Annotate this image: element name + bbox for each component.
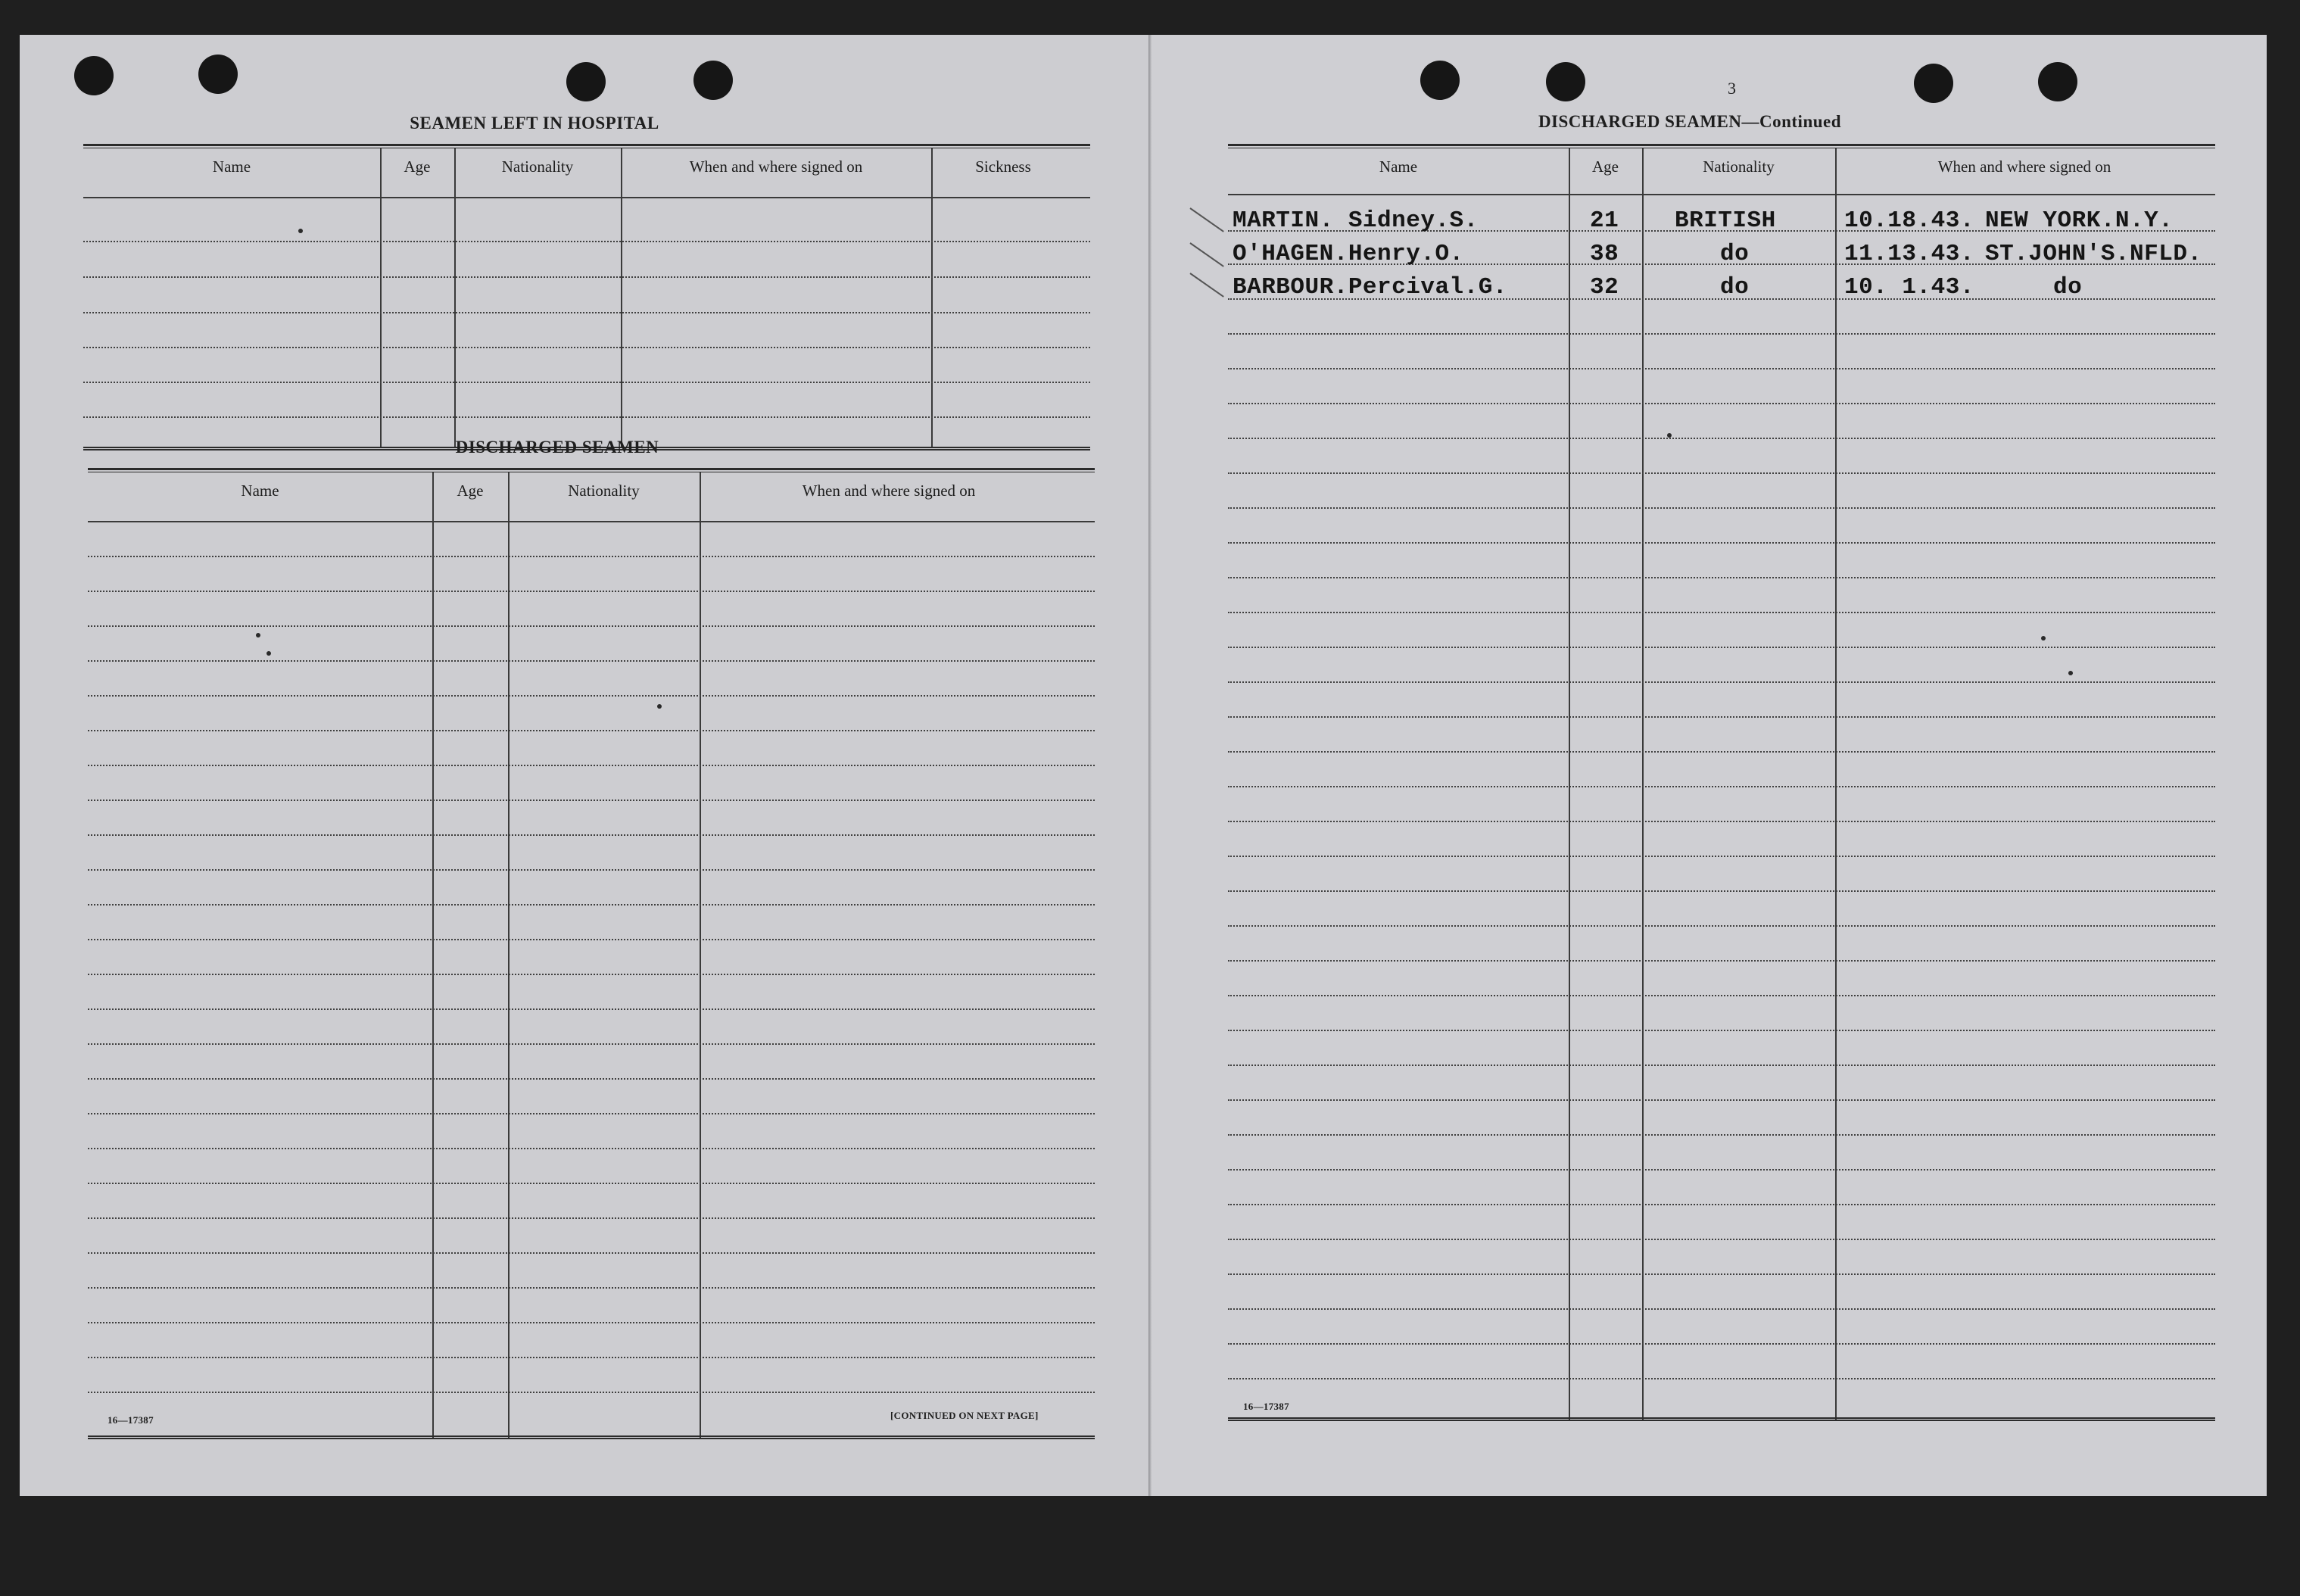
- table-row: [1228, 507, 2215, 509]
- column-header-name: Name: [212, 157, 251, 176]
- binder-hole: [693, 61, 733, 100]
- seaman-age: 38: [1590, 241, 1619, 267]
- table-row: [88, 1287, 1095, 1289]
- table-row: [88, 1217, 1095, 1219]
- column-header-age: Age: [404, 157, 431, 176]
- table-row: [83, 276, 1090, 278]
- table-row: [88, 1322, 1095, 1323]
- table-row: [88, 556, 1095, 557]
- tick-mark: [1189, 242, 1223, 267]
- column-header-sickness: Sickness: [975, 157, 1031, 176]
- binder-hole: [1420, 61, 1460, 100]
- table-row: [1228, 1204, 2215, 1205]
- discharged-section-title: DISCHARGED SEAMEN: [455, 438, 659, 457]
- table-row: [1228, 995, 2215, 996]
- table-row: [88, 1357, 1095, 1358]
- left-page: [20, 35, 1149, 1496]
- column-header-age: Age: [457, 482, 484, 500]
- table-row: [1228, 960, 2215, 962]
- signed-on-date: 10. 1.43.: [1844, 274, 1974, 301]
- table-row: [1228, 925, 2215, 927]
- hospital-table: [83, 144, 1090, 454]
- hospital-section-title: SEAMEN LEFT IN HOSPITAL: [410, 114, 659, 132]
- tick-mark: [1189, 273, 1223, 298]
- right-page: [1152, 35, 2267, 1496]
- table-row: [1228, 1308, 2215, 1310]
- signed-on-place: NEW YORK.N.Y.: [1985, 207, 2174, 234]
- table-row: [1228, 751, 2215, 753]
- seaman-age: 21: [1590, 207, 1619, 234]
- table-row: [1228, 577, 2215, 578]
- table-row: [1228, 1169, 2215, 1171]
- tick-mark: [1189, 207, 1223, 232]
- table-row: [88, 1252, 1095, 1254]
- table-row: [88, 765, 1095, 766]
- table-row: [88, 1148, 1095, 1149]
- column-header-nationality: Nationality: [1703, 157, 1775, 176]
- table-row: [88, 974, 1095, 975]
- table-row: [1228, 786, 2215, 787]
- signed-on-date: 11.13.43.: [1844, 241, 1974, 267]
- table-row: [1228, 612, 2215, 613]
- binder-hole: [566, 62, 606, 101]
- form-number: 16—17387: [1243, 1401, 1289, 1412]
- signed-on-place: ST.JOHN'S.NFLD.: [1985, 241, 2202, 267]
- table-row: [88, 1078, 1095, 1080]
- form-number: 16—17387: [108, 1414, 154, 1426]
- table-row: [1228, 403, 2215, 404]
- seaman-nationality: BRITISH: [1675, 207, 1776, 234]
- table-row: [88, 695, 1095, 697]
- seaman-age: 32: [1590, 274, 1619, 301]
- table-row: [88, 1043, 1095, 1045]
- discharged-continued-title: DISCHARGED SEAMEN—Continued: [1538, 112, 1842, 131]
- binder-hole: [2038, 62, 2077, 101]
- table-row: [88, 869, 1095, 871]
- table-row: [88, 939, 1095, 940]
- discharged-table-header: [88, 472, 1095, 521]
- page-number: 3: [1728, 79, 1736, 98]
- seaman-nationality: do: [1720, 241, 1750, 267]
- seaman-nationality: do: [1720, 274, 1750, 301]
- table-row: [88, 1392, 1095, 1393]
- table-row: [1228, 1378, 2215, 1379]
- table-row: [83, 382, 1090, 383]
- column-header-signed-on: When and where signed on: [689, 157, 863, 176]
- discharged-table-right: [1228, 144, 2215, 1429]
- table-row: [88, 904, 1095, 906]
- table-row: [88, 660, 1095, 662]
- table-row: [1228, 472, 2215, 474]
- table-row: [1228, 542, 2215, 544]
- table-row: [1228, 1030, 2215, 1031]
- table-row: [88, 730, 1095, 731]
- column-header-nationality: Nationality: [501, 157, 574, 176]
- table-row: [88, 591, 1095, 592]
- table-row: [1228, 821, 2215, 822]
- table-row: [1228, 1273, 2215, 1275]
- column-header-signed-on: When and where signed on: [1937, 157, 2111, 176]
- discharged-table-header: [1228, 148, 2215, 194]
- table-row: [83, 241, 1090, 242]
- signed-on-date: 10.18.43.: [1844, 207, 1974, 234]
- table-row: [1228, 1343, 2215, 1345]
- table-row: [1228, 1099, 2215, 1101]
- table-row: [88, 800, 1095, 801]
- column-header-name: Name: [241, 482, 279, 500]
- table-row: [1228, 368, 2215, 369]
- table-row: [1228, 856, 2215, 857]
- seaman-name: MARTIN. Sidney.S.: [1233, 207, 1479, 234]
- column-header-signed-on: When and where signed on: [802, 482, 976, 500]
- column-header-nationality: Nationality: [568, 482, 640, 500]
- table-row: [1228, 647, 2215, 648]
- continued-note: [CONTINUED ON NEXT PAGE]: [890, 1410, 1039, 1421]
- binder-hole: [1914, 64, 1953, 103]
- seaman-name: O'HAGEN.Henry.O.: [1233, 241, 1464, 267]
- table-row: [88, 625, 1095, 627]
- table-row: [88, 1008, 1095, 1010]
- table-row: [1228, 333, 2215, 335]
- table-row: [88, 1113, 1095, 1114]
- table-row: [1228, 1239, 2215, 1240]
- table-row: [1228, 716, 2215, 718]
- table-row: [1228, 890, 2215, 892]
- table-row: [83, 347, 1090, 348]
- table-row: [1228, 438, 2215, 439]
- signed-on-place: do: [2053, 274, 2083, 301]
- binder-hole: [1546, 62, 1585, 101]
- table-row: [83, 416, 1090, 418]
- table-row: [88, 834, 1095, 836]
- hospital-table-header: [83, 148, 1090, 197]
- binder-hole: [74, 56, 114, 95]
- table-row: [1228, 1065, 2215, 1066]
- table-row: [1228, 1134, 2215, 1136]
- column-header-name: Name: [1379, 157, 1418, 176]
- seaman-name: BARBOUR.Percival.G.: [1233, 274, 1507, 301]
- discharged-table-left: [88, 468, 1095, 1445]
- binder-hole: [198, 55, 238, 94]
- table-row: [88, 1183, 1095, 1184]
- table-row: [83, 312, 1090, 313]
- table-row: [1228, 681, 2215, 683]
- column-header-age: Age: [1592, 157, 1619, 176]
